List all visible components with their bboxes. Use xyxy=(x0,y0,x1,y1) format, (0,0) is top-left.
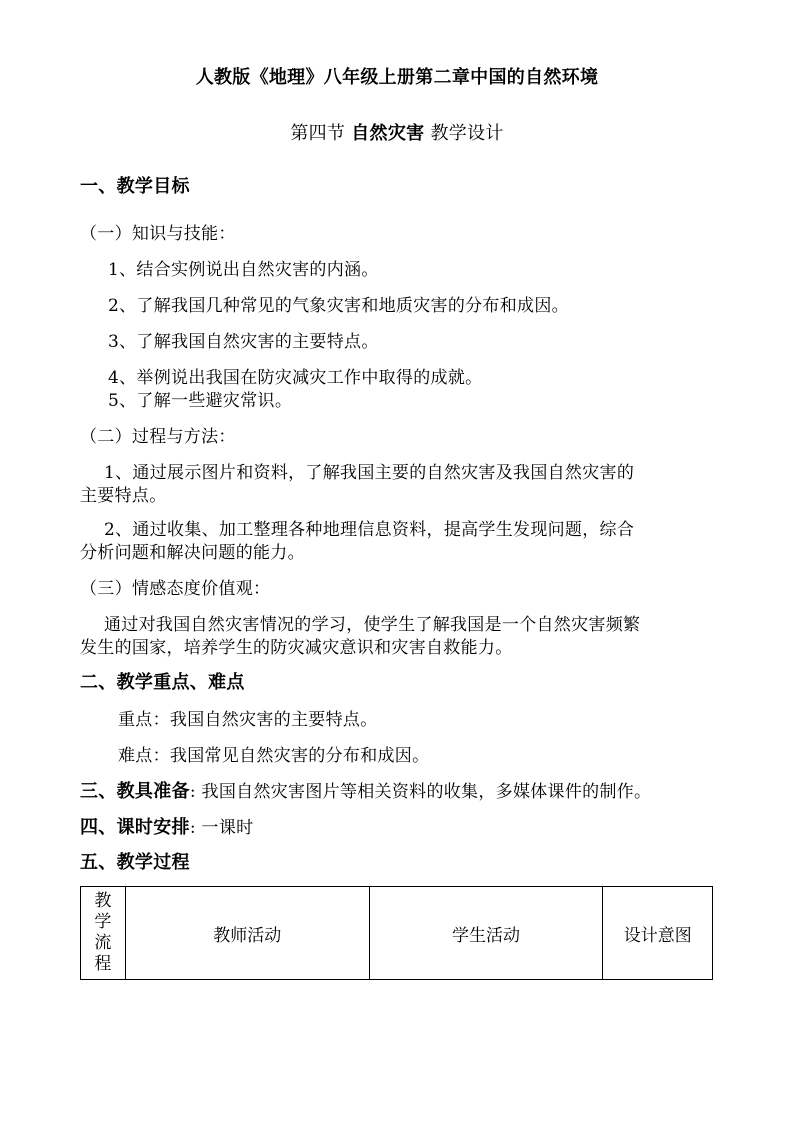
header-teaching-flow xyxy=(81,887,126,980)
subheading-knowledge-skills: （一）知识与技能： xyxy=(80,224,236,244)
class-hours-line xyxy=(80,818,253,838)
heading-teaching-process: 五、教学过程 xyxy=(80,852,190,873)
heading-teaching-objectives: 一、教学目标 xyxy=(80,176,190,197)
teaching-process-table xyxy=(80,886,713,980)
process-paragraph-2-line-1: 2、通过收集、加工整理各种地理信息资料，提高学生发现问题，综合 xyxy=(104,520,635,540)
objective-item-3: 3、了解我国自然灾害的主要特点。 xyxy=(108,332,379,352)
document-title: 人教版《地理》八年级上册第二章中国的自然环境 xyxy=(195,67,599,88)
class-hours-text: : 一课时 xyxy=(189,818,254,838)
document-subtitle xyxy=(0,124,794,144)
header-student-activity: 学生活动 xyxy=(369,887,603,980)
table-header-row xyxy=(81,887,713,980)
objective-item-5: 5、了解一些避灾常识。 xyxy=(108,391,293,411)
teaching-aids-line xyxy=(80,782,651,802)
subheading-process-methods: （二）过程与方法： xyxy=(80,427,236,447)
header-teacher-activity: 教师活动 xyxy=(125,887,369,980)
teaching-aids-text: : 我国自然灾害图片等相关资料的收集，多媒体课件的制作。 xyxy=(189,782,652,802)
subtitle-doc-type: 教学设计 xyxy=(430,123,504,144)
heading-class-hours: 四、课时安排 xyxy=(80,817,190,838)
process-paragraph-2-line-2: 分析问题和解决问题的能力。 xyxy=(80,543,305,563)
emotion-paragraph-line-1: 通过对我国自然灾害情况的学习，使学生了解我国是一个自然灾害频繁 xyxy=(104,615,641,635)
process-paragraph-1-line-1: 1、通过展示图片和资料，了解我国主要的自然灾害及我国自然灾害的 xyxy=(104,463,635,483)
flow-char: 学 xyxy=(94,912,112,932)
flow-char: 教 xyxy=(94,891,112,911)
key-point: 重点：我国自然灾害的主要特点。 xyxy=(118,710,378,730)
flow-char: 程 xyxy=(94,954,112,974)
header-design-intent: 设计意图 xyxy=(603,887,713,980)
difficult-point: 难点：我国常见自然灾害的分布和成因。 xyxy=(118,746,430,766)
subheading-emotion-values: （三）情感态度价值观： xyxy=(80,579,271,599)
objective-item-2: 2、了解我国几种常见的气象灾害和地质灾害的分布和成因。 xyxy=(108,296,569,316)
objective-item-4: 4、举例说出我国在防灾减灾工作中取得的成就。 xyxy=(108,368,483,388)
process-paragraph-1-line-2: 主要特点。 xyxy=(80,486,167,506)
emotion-paragraph-line-2: 发生的国家，培养学生的防灾减灾意识和灾害自救能力。 xyxy=(80,638,513,658)
flow-char: 流 xyxy=(94,933,112,953)
heading-key-difficult-points: 二、教学重点、难点 xyxy=(80,672,245,693)
heading-teaching-aids: 三、教具准备 xyxy=(80,781,190,802)
subtitle-topic: 自然灾害 xyxy=(351,123,425,144)
objective-item-1: 1、结合实例说出自然灾害的内涵。 xyxy=(108,260,379,280)
subtitle-section-number: 第四节 xyxy=(290,123,346,144)
